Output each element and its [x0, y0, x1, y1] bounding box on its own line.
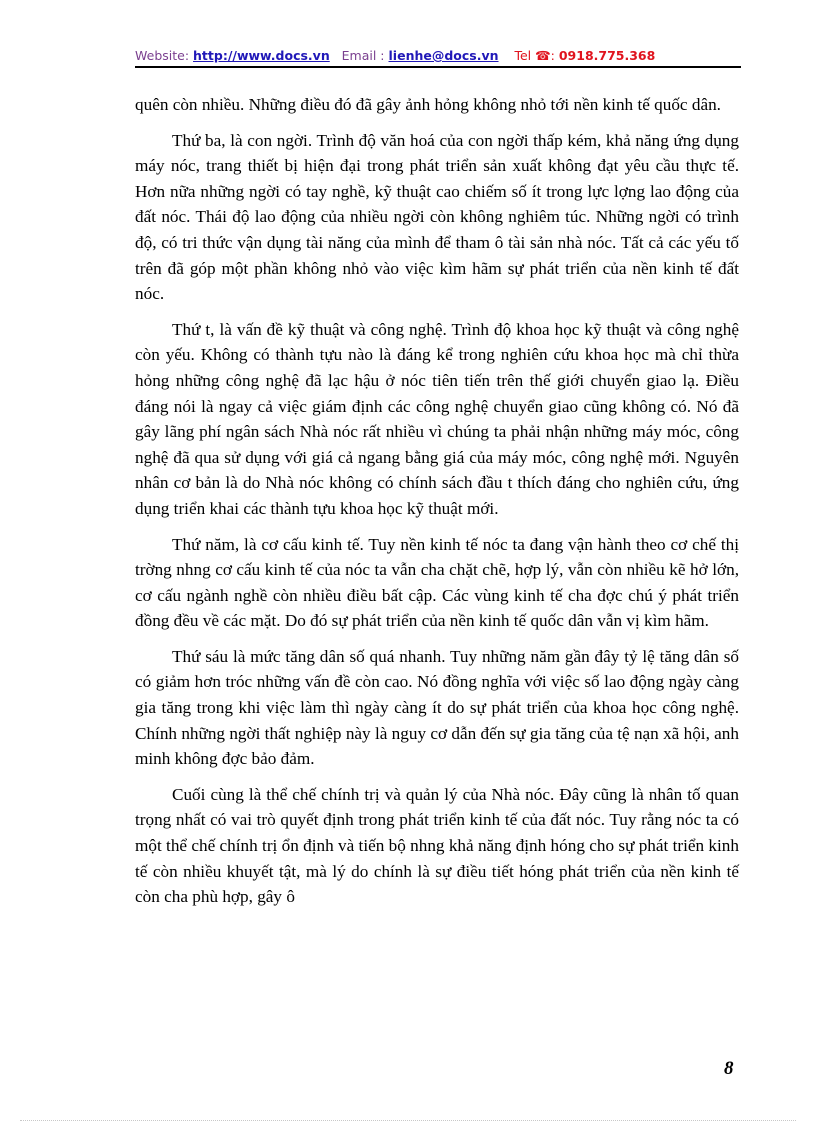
page-number: 8 [724, 1058, 734, 1079]
paragraph-economic-structure: Thứ năm, là cơ cấu kinh tế. Tuy nền kinh tế nóc ta đang vận hành theo cơ chế thị trờng nhng cơ cấu kinh tế của nóc ta vẫn cha chặt chẽ, hợp lý, vẫn còn nhiều kẽ hở lớn, cơ cấu ngành nghề còn nhiều điều bất cập. Các vùng kinh tế cha đợc chú ý phát triển đồng đều về các mặt. Do đó sự phát triển của nền kinh tế quốc dân vẫn vị kìm hãm. [135, 534, 739, 631]
paragraph-continuation: quên còn nhiều. Những điều đó đã gây ảnh hỏng không nhỏ tới nền kinh tế quốc dân. [135, 95, 721, 114]
header-rule [135, 66, 741, 68]
website-label: Website: [135, 48, 190, 63]
email-label: Email : [341, 48, 385, 63]
paragraph-human-factor: Thứ ba, là con ngời. Trình độ văn hoá của con ngời thấp kém, khả năng ứng dụng máy nóc, trang thiết bị hiện đại trong phát triển sản xuất không đạt yêu cầu thực tế. Hơn nữa những ngời có tay nghề, kỹ thuật cao chiếm số ít trong lực lợng lao động của đất nóc. Thái độ lao động của nhiều ngời còn không nghiêm túc. Những ngời có trình độ, có tri thức vận dụng tài năng của mình để tham ô tài sản nhà nóc. Tất cả các yếu tố trên đã góp một phần không nhỏ vào việc kìm hãm sự phát triển của nền kinh tế đất nóc. [135, 130, 739, 304]
phone-label: Tel ☎: [514, 48, 555, 63]
footer-dotted-rule [20, 1120, 796, 1121]
phone-number: 0918.775.368 [558, 48, 656, 63]
paragraph-technology: Thứ t, là vấn đề kỹ thuật và công nghệ. Trình độ khoa học kỹ thuật và công nghệ còn yếu. Không có thành tựu nào là đáng kể trong nghiên cứu khoa học mà chỉ thừa hỏng những công nghệ đã lạc hậu ở nóc tiên tiến trên thế giới chuyển giao lạ. Điều đáng nói là ngay cả việc giám định các công nghệ chuyển giao cũng không có. Nó đã gây lãng phí ngân sách Nhà nóc rất nhiều vì chúng ta phải nhận những máy móc, công nghệ đã qua sử dụng với giá cả ngang bằng giá của máy móc, công nghệ mới. Nguyên nhân cơ bản là do Nhà nóc không có chính sách đầu t thích đáng cho nghiên cứu, ứng dụng triển khai các thành tựu khoa học kỹ thuật mới. [135, 319, 739, 518]
paragraph-population: Thứ sáu là mức tăng dân số quá nhanh. Tuy những năm gần đây tỷ lệ tăng dân số có giảm hơn tróc những vấn đề còn cao. Nó đồng nghĩa với việc số lao động ngày càng gia tăng trong khi việc làm thì ngày càng ít do sự phát triển của khoa học công nghệ. Chính những ngời thất nghiệp này là nguy cơ dẫn đến sự gia tăng của tệ nạn xã hội, anh minh không đợc bảo đảm. [135, 646, 739, 769]
email-link[interactable]: lienhe@docs.vn [388, 48, 499, 63]
page-header [135, 48, 741, 64]
document-body [135, 92, 739, 920]
paragraph-political-institution: Cuối cùng là thể chế chính trị và quản lý của Nhà nóc. Đây cũng là nhân tố quan trọng nhất có vai trò quyết định trong phát triển kinh tế của đất nóc. Tuy rằng nóc ta có một thể chế chính trị ổn định và tiến bộ nhng khả năng định hóng cho sự phát triển kinh tế còn nhiều khuyết tật, mà lý do chính là sự điều tiết hóng phát triển của nền kinh tế còn cha phù hợp, gây ô [135, 784, 739, 907]
website-link[interactable]: http://www.docs.vn [193, 48, 330, 63]
